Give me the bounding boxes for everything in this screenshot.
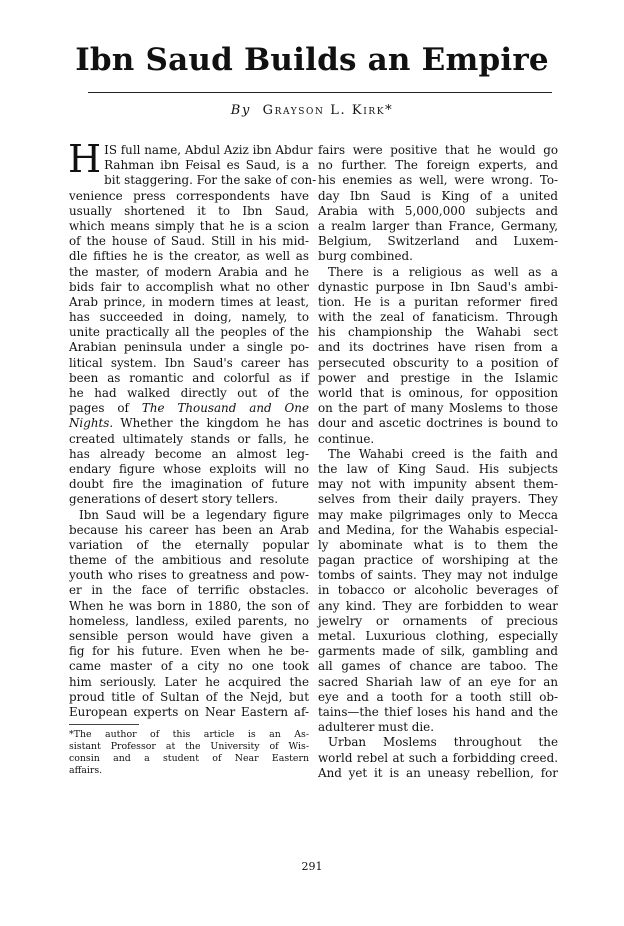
text-line: fairs were positive that he would go [318,143,558,157]
text-line: which means simply that he is a scion [69,218,309,233]
left-column [68,137,317,843]
text-line: adulterer must die. [318,720,434,735]
text-line: generations of desert story tellers. [69,492,279,507]
text-line: *The author of this article is an As- [69,729,309,741]
text-line: world rebel at such a forbidding creed. [318,750,558,765]
text-line: And yet it is an uneasy rebellion, for [318,765,558,780]
text-line: jewelry or ornaments of precious [318,613,558,628]
text-line: Arab prince, in modern times at least, [69,294,309,309]
text-line: When he was born in 1880, the son of [69,598,309,613]
text-line: There is a religious as well as a [328,264,558,279]
text-line: in tobacco or alcoholic beverages of [318,583,558,598]
text-line: his championship the Wahabi sect [318,325,558,340]
text-line: his enemies as well, were wrong. To- [318,173,558,188]
text-line: because his career has been an Arab [69,522,309,537]
text-line: fig for his future. Even when he be- [69,644,309,659]
byline [0,103,624,118]
text-line: dynastic purpose in Ibn Saud's ambi- [318,279,558,294]
text-line: of the house of Saud. Still in his mid- [69,234,309,249]
text-line: endary figure whose exploits will no [69,461,309,476]
text-line: variation of the eternally popular [69,537,309,552]
text-line: Arabian peninsula under a single po- [69,340,309,355]
right-column [318,143,558,843]
left-column-body [69,173,317,720]
text-line: The Wahabi creed is the faith and [328,446,558,461]
text-line: sacred Shariah law of an eye for an [318,674,558,689]
text-line: and its doctrines have risen from a [318,340,558,355]
text-line: Arabia with 5,000,000 subjects and [318,203,558,218]
footnote [69,729,309,777]
text-line: pagan practice of worshiping at the [318,553,558,568]
text-line: continue. [318,431,375,446]
text-line: with the zeal of fanaticism. Through [318,310,558,325]
text-line: tion. He is a puritan reformer fired [318,294,558,309]
text-line: dle fifties he is the creator, as well as [69,249,309,264]
article-title: Ibn Saud Builds an Empire [75,42,549,78]
text-line: selves from their daily prayers. They [318,492,558,507]
text-line: ly abominate what is to them the [318,537,558,552]
text-line: bids fair to accomplish what no other [69,279,309,294]
text-line: tombs of saints. They may not indulge [318,568,558,583]
text-line: proud title of Sultan of the Nejd, but [69,689,309,704]
text-line: affairs. [69,765,103,777]
text-line: on the part of many Moslems to those [318,401,558,416]
byline-author: Grayson L. Kirk* [262,103,394,118]
title-rule [88,92,552,93]
text-line: all games of chance are taboo. The [318,659,558,674]
text-line: homeless, landless, exiled parents, no [69,613,309,628]
text-line: Nights. Whether the kingdom he has [69,416,309,431]
text-line: IS full name, Abdul Aziz ibn Abdur [104,143,313,157]
byline-by: By [230,103,251,118]
text-line: been as romantic and colorful as if [69,370,309,385]
text-line: the master, of modern Arabia and he [69,264,309,279]
text-line: eye and a tooth for a tooth still ob- [318,689,558,704]
text-line: youth who rises to greatness and pow- [69,568,309,583]
text-line: burg combined. [318,249,413,264]
text-line: sistant Professor at the University of Wis- [69,741,309,753]
text-line: metal. Luxurious clothing, especially [318,629,558,643]
text-line: and Medina, for the Wahabis especial- [318,522,558,537]
text-line: him seriously. Later he acquired the [69,674,309,689]
text-line: persecuted obscurity to a position of [318,355,558,370]
text-line: consin and a student of Near Eastern [69,753,309,765]
text-line: he had walked directly out of the [69,386,309,400]
text-line: Belgium, Switzerland and Luxem- [318,234,558,249]
text-line: came master of a city no one took [69,659,309,674]
text-line: garments made of silk, gambling and [318,644,558,659]
text-line: no further. The foreign experts, and [318,158,558,173]
text-line: Urban Moslems throughout the [328,735,558,750]
text-line: er in the face of terrific obstacles. [69,583,309,598]
text-line: world that is ominous, for opposition [318,386,558,400]
right-column-body [318,143,558,781]
text-line: European experts on Near Eastern af- [69,704,309,719]
text-line: dour and ascetic doctrines is bound to [318,416,558,431]
text-line: Ibn Saud will be a legendary figure [79,507,309,522]
text-line: unite practically all the peoples of the [69,325,309,340]
text-line: created ultimately stands or falls, he [69,431,309,446]
text-line: Rahman ibn Feisal es Saud, is a [104,158,309,173]
text-line: power and prestige in the Islamic [318,370,558,385]
text-line: may not with impunity absent them- [318,477,558,492]
text-line: bit staggering. For the sake of con- [104,173,317,188]
text-line: venience press correspondents have [69,188,309,203]
text-line: has already become an almost leg- [69,446,309,461]
text-line: any kind. They are forbidden to wear [318,598,558,613]
drop-cap: H [68,137,102,181]
text-line: the law of King Saud. His subjects [318,461,558,476]
text-line: has succeeded in doing, namely, to [69,310,309,325]
text-line: litical system. Ibn Saud's career has [69,355,309,370]
text-line: may make pilgrimages only to Mecca [318,507,558,522]
text-line: pages of The Thousand and One [69,401,309,416]
text-line: theme of the ambitious and resolute [69,553,309,568]
text-line: sensible person would have given a [69,629,309,643]
text-line: doubt fire the imagination of future [69,477,309,492]
text-line: tains—the thief loses his hand and the [318,704,558,719]
footnote-rule [69,724,139,725]
text-line: day Ibn Saud is King of a united [318,188,558,203]
text-line: usually shortened it to Ibn Saud, [69,203,309,218]
text-line: a realm larger than France, Germany, [318,218,558,233]
page-number: 291 [301,860,323,873]
